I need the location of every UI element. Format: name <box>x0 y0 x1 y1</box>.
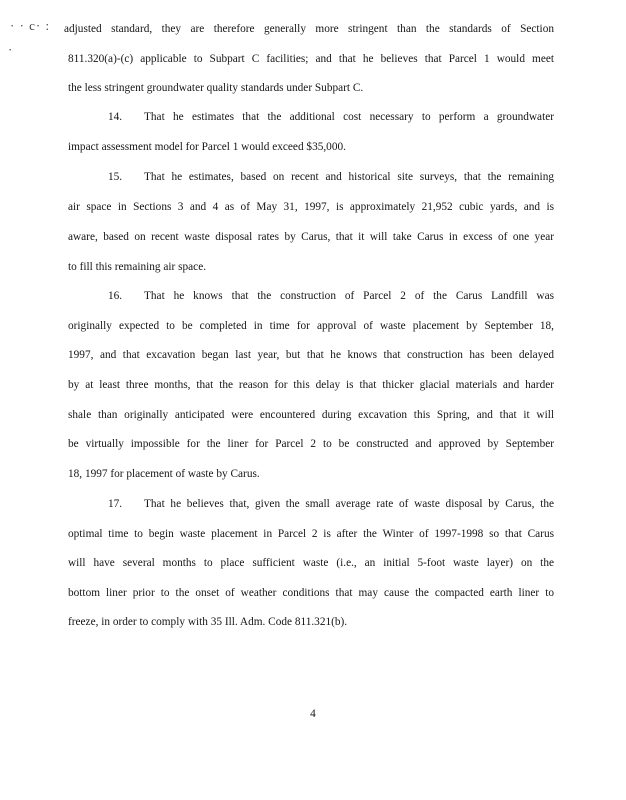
paragraph-line: originally expected to be completed in time for approval of waste placement by September 18, <box>68 320 554 332</box>
continuation-line: the less stringent groundwater quality standards under Subpart C. <box>68 82 364 94</box>
paragraph-line: air space in Sections 3 and 4 as of May 31, 1997, is approximately 21,952 cubic yards, and is <box>68 201 554 213</box>
paragraph-number: 16. <box>108 290 123 302</box>
paragraph-line: 18, 1997 for placement of waste by Carus. <box>68 468 260 480</box>
paragraph-line: aware, based on recent waste disposal rates by Carus, that it will take Carus in excess of one year <box>68 231 554 243</box>
paragraph-17-first-line: 17. That he believes that, given the small average rate of waste disposal by Carus, the <box>108 498 554 510</box>
paragraph-number: 17. <box>108 498 123 510</box>
paragraph-line: by at least three months, that the reason for this delay is that thicker glacial materials and harder <box>68 379 554 391</box>
paragraph-line: to fill this remaining air space. <box>68 261 207 273</box>
paragraph-line: impact assessment model for Parcel 1 would exceed $35,000. <box>68 141 346 153</box>
paragraph-line: be virtually impossible for the liner for Parcel 2 to be constructed and approved by September <box>68 438 554 450</box>
paragraph-number: 14. <box>108 111 123 123</box>
paragraph-line: bottom liner prior to the onset of weather conditions that may cause the compacted earth liner to <box>68 587 554 599</box>
paragraph-number: 15. <box>108 171 123 183</box>
scan-artifact: · · c· : <box>10 18 51 33</box>
continuation-line: adjusted standard, they are therefore generally more stringent than the standards of Section <box>64 23 554 35</box>
paragraph-line: freeze, in order to comply with 35 Ill. Adm. Code 811.321(b). <box>68 616 348 628</box>
continuation-line: 811.320(a)-(c) applicable to Subpart C facilities; and that he believes that Parcel 1 would meet <box>68 53 554 65</box>
paragraph-line: will have several months to place sufficient waste (i.e., an initial 5-foot waste layer) on the <box>68 557 554 569</box>
paragraph-15-first-line: 15. That he estimates, based on recent and historical site surveys, that the remaining <box>108 171 554 183</box>
paragraph-line: shale than originally anticipated were encountered during excavation this Spring, and that it will <box>68 409 554 421</box>
paragraph-line: 1997, and that excavation began last year, but that he knows that construction has been delayed <box>68 349 554 361</box>
scan-artifact: · <box>8 42 14 57</box>
paragraph-line: optimal time to begin waste placement in Parcel 2 is after the Winter of 1997-1998 so that Carus <box>68 528 554 540</box>
paragraph-14-first-line: 14. That he estimates that the additional cost necessary to perform a groundwater <box>108 111 554 123</box>
page-number: 4 <box>310 708 316 720</box>
paragraph-16-first-line: 16. That he knows that the construction of Parcel 2 of the Carus Landfill was <box>108 290 554 302</box>
